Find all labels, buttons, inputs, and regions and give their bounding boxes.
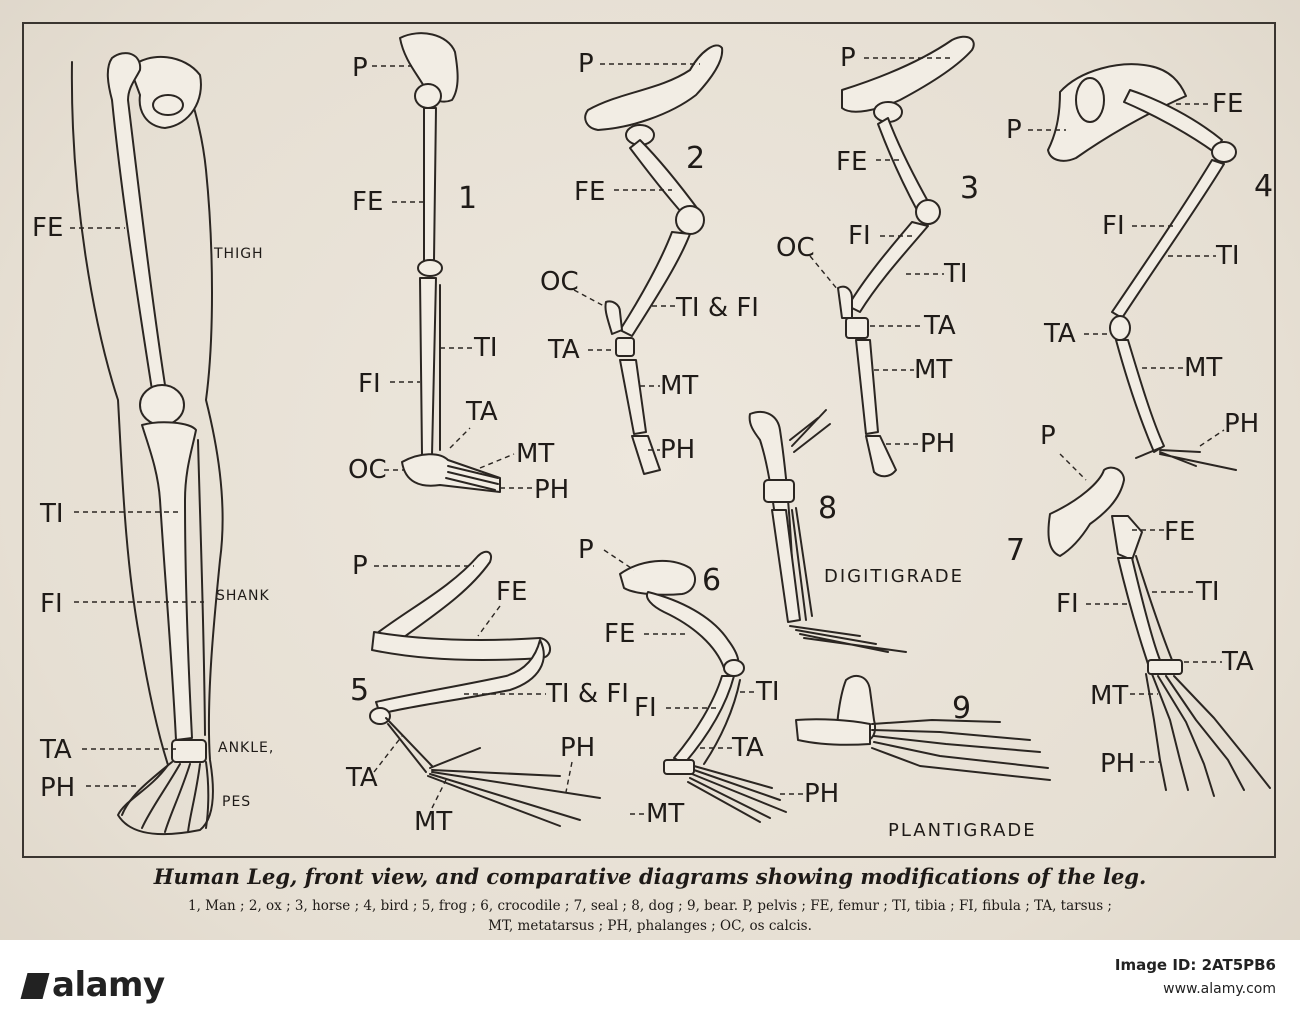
label-ta-human: TA: [40, 735, 72, 765]
label-mt-4: MT: [1184, 353, 1223, 383]
label-ta-6: TA: [732, 733, 764, 763]
figure-caption-legend: 1, Man ; 2, ox ; 3, horse ; 4, bird ; 5, frog ; 6, crocodile ; 7, seal ; 8, dog ; 9, bear. P, pelvis ; FE, femur ; TI, tibia ; FI, fibula ; TA, tarsus ;: [188, 898, 1112, 914]
alamy-logo-icon: [21, 973, 50, 999]
label-fi-1: FI: [358, 369, 381, 399]
alamy-brand-text: alamy: [52, 965, 165, 1005]
number-3: 3: [960, 171, 980, 206]
seal-skeleton-drawing: [1048, 468, 1270, 796]
number-6: 6: [702, 563, 722, 598]
label-fe-5: FE: [496, 577, 528, 607]
label-ti-3: TI: [944, 259, 968, 289]
label-fi-4: FI: [1102, 211, 1125, 241]
number-4: 4: [1254, 169, 1274, 204]
label-p-2: P: [578, 49, 594, 79]
label-ph-human: PH: [40, 773, 76, 803]
label-p-5: P: [352, 551, 368, 581]
label-ti-4: TI: [1216, 241, 1240, 271]
figure-caption-title: Human Leg, front view, and comparative diagrams showing modifications of the leg.: [153, 864, 1147, 889]
label-ta-5: TA: [346, 763, 378, 793]
label-mt-2: MT: [660, 371, 699, 401]
label-oc-1: OC: [348, 455, 387, 485]
label-fe-2: FE: [574, 177, 606, 207]
figure-caption-legend-continued: MT, metatarsus ; PH, phalanges ; OC, os calcis.: [488, 918, 812, 934]
label-p-7: P: [1040, 421, 1056, 451]
label-fe-4: FE: [1212, 89, 1244, 119]
word-pes: PES: [222, 794, 252, 810]
gait-plantigrade: PLANTIGRADE: [888, 820, 1037, 841]
image-id-text: Image ID: 2AT5PB6: [1114, 956, 1276, 974]
label-fe-human: FE: [32, 213, 64, 243]
stock-watermark-bar: [0, 940, 1300, 1027]
label-p-1: P: [352, 53, 368, 83]
label-mt-6: MT: [646, 799, 685, 829]
label-ph-5: PH: [560, 733, 596, 763]
label-fi-3: FI: [848, 221, 871, 251]
label-fi-6: FI: [634, 693, 657, 723]
label-mt-3: MT: [914, 355, 953, 385]
label-fe-1: FE: [352, 187, 384, 217]
label-fe-3: FE: [836, 147, 868, 177]
label-ti-7: TI: [1196, 577, 1220, 607]
label-ph-1: PH: [534, 475, 570, 505]
label-mt-7: MT: [1090, 681, 1129, 711]
ox-skeleton-drawing: [585, 45, 722, 474]
alamy-url: www.alamy.com: [1163, 981, 1276, 997]
label-oc-3: OC: [776, 233, 815, 263]
label-p-3: P: [840, 43, 856, 73]
label-ti-1: TI: [474, 333, 498, 363]
alamy-logo: [24, 965, 165, 1005]
horse-skeleton-drawing: [838, 37, 974, 477]
label-fi-7: FI: [1056, 589, 1079, 619]
label-ph-4: PH: [1224, 409, 1260, 439]
label-ph-7: PH: [1100, 749, 1136, 779]
word-ankle: ANKLE,: [218, 740, 275, 756]
label-p-6: P: [578, 535, 594, 565]
label-ph-3: PH: [920, 429, 956, 459]
label-ti-fi-5: TI & FI: [546, 679, 629, 709]
label-fe-7: FE: [1164, 517, 1196, 547]
label-fi-human: FI: [40, 589, 63, 619]
label-ta-7: TA: [1222, 647, 1254, 677]
label-ph-2: PH: [660, 435, 696, 465]
label-mt-5: MT: [414, 807, 453, 837]
bear-skeleton-drawing: [796, 676, 1050, 780]
image-id-block: [1115, 954, 1276, 1000]
label-fe-6: FE: [604, 619, 636, 649]
label-mt-1: MT: [516, 439, 555, 469]
label-ti-human: TI: [40, 499, 64, 529]
human-leg-drawing: [72, 53, 223, 834]
label-p-4: P: [1006, 115, 1022, 145]
word-shank: SHANK: [216, 588, 270, 604]
number-9: 9: [952, 691, 972, 726]
number-8: 8: [818, 491, 838, 526]
label-ph-6: PH: [804, 779, 840, 809]
number-5: 5: [350, 673, 370, 708]
label-oc-2: OC: [540, 267, 579, 297]
number-7: 7: [1006, 533, 1026, 568]
gait-digitigrade: DIGITIGRADE: [824, 566, 965, 587]
word-thigh: THIGH: [214, 246, 264, 262]
label-ti-6: TI: [756, 677, 780, 707]
label-ta-4: TA: [1044, 319, 1076, 349]
label-ta-1: TA: [466, 397, 498, 427]
label-ta-2: TA: [548, 335, 580, 365]
bird-skeleton-drawing: [1048, 64, 1236, 470]
label-ta-3: TA: [924, 311, 956, 341]
number-2: 2: [686, 141, 706, 176]
number-1: 1: [458, 181, 478, 216]
label-ti-fi-2: TI & FI: [676, 293, 759, 323]
